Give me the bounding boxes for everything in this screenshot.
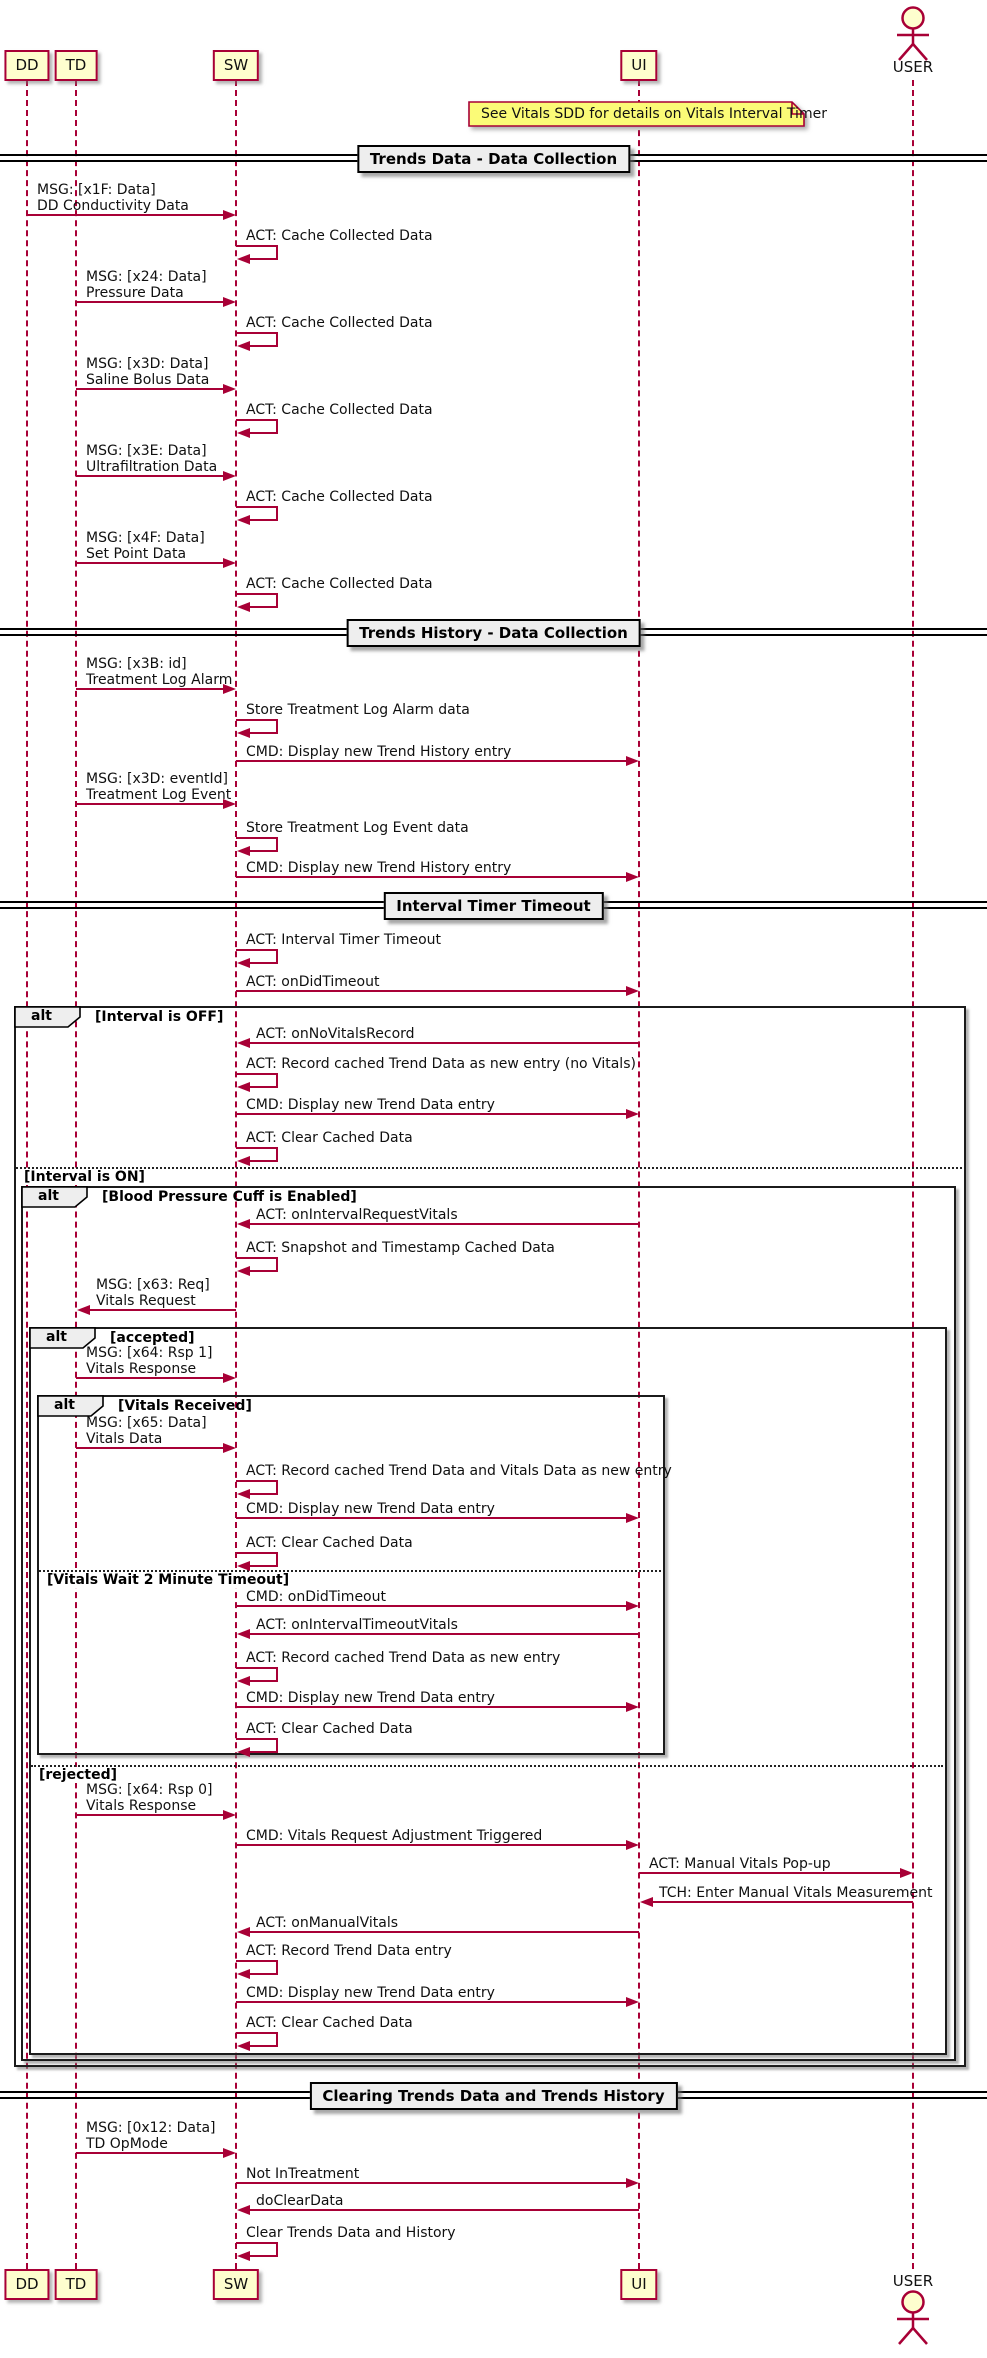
message-label-20: CMD: Display new Trend Data entry <box>246 1097 495 1113</box>
alt-frame-operator-1: alt <box>38 1188 59 1204</box>
message-arrowhead-45 <box>237 2205 250 2215</box>
self-message-side-42 <box>276 2032 278 2045</box>
message-line-13 <box>76 803 224 805</box>
message-label-13: Treatment Log Event <box>86 787 232 803</box>
participant-box-top-DD: DD <box>4 50 49 81</box>
message-label-24: MSG: [x63: Req] <box>96 1277 210 1293</box>
message-arrowhead-22 <box>237 1219 250 1229</box>
message-label-28: CMD: Display new Trend Data entry <box>246 1501 495 1517</box>
alt-frame-operator-0: alt <box>31 1008 52 1024</box>
message-line-44 <box>236 2182 627 2184</box>
self-message-top-7 <box>236 506 278 508</box>
self-message-side-9 <box>276 593 278 606</box>
divider-title-1: Trends History - Data Collection <box>346 619 641 647</box>
self-message-side-40 <box>276 1960 278 1973</box>
message-label-0: DD Conductivity Data <box>37 198 189 214</box>
participant-box-top-TD: TD <box>55 50 98 81</box>
self-message-bottom-7 <box>248 519 278 521</box>
message-arrowhead-36 <box>626 1840 639 1850</box>
message-line-6 <box>76 475 224 477</box>
self-message-side-32 <box>276 1667 278 1680</box>
message-label-37: ACT: Manual Vitals Pop-up <box>649 1856 831 1872</box>
self-message-label-19: ACT: Record cached Trend Data as new entry (no Vitals) <box>246 1056 636 1072</box>
message-label-8: MSG: [x4F: Data] <box>86 530 205 546</box>
self-message-label-5: ACT: Cache Collected Data <box>246 402 433 418</box>
message-label-2: Pressure Data <box>86 285 184 301</box>
actor-figure-top-USER <box>894 5 932 63</box>
message-label-38: TCH: Enter Manual Vitals Measurement <box>659 1885 933 1901</box>
self-message-side-19 <box>276 1073 278 1086</box>
message-arrowhead-38 <box>640 1897 653 1907</box>
message-label-26: MSG: [x65: Data] <box>86 1415 207 1431</box>
self-message-top-11 <box>236 719 278 721</box>
message-arrowhead-39 <box>237 1927 250 1937</box>
self-message-bottom-46 <box>248 2255 278 2257</box>
message-line-33 <box>236 1706 627 1708</box>
self-message-label-42: ACT: Clear Cached Data <box>246 2015 413 2031</box>
self-message-bottom-42 <box>248 2045 278 2047</box>
self-message-bottom-29 <box>248 1565 278 1567</box>
message-line-15 <box>236 876 627 878</box>
self-message-label-29: ACT: Clear Cached Data <box>246 1535 413 1551</box>
message-arrowhead-4 <box>223 384 236 394</box>
self-message-side-29 <box>276 1552 278 1565</box>
message-label-6: Ultrafiltration Data <box>86 459 218 475</box>
message-label-39: ACT: onManualVitals <box>256 1915 399 1931</box>
message-label-30: CMD: onDidTimeout <box>246 1589 386 1605</box>
message-line-10 <box>76 688 224 690</box>
self-message-arrowhead-21 <box>237 1156 250 1166</box>
self-message-arrowhead-16 <box>237 958 250 968</box>
self-message-label-34: ACT: Clear Cached Data <box>246 1721 413 1737</box>
participant-box-bottom-SW: SW <box>213 2269 259 2300</box>
message-line-28 <box>236 1517 627 1519</box>
self-message-side-3 <box>276 332 278 345</box>
message-label-4: Saline Bolus Data <box>86 372 210 388</box>
message-label-2: MSG: [x24: Data] <box>86 269 207 285</box>
self-message-top-19 <box>236 1073 278 1075</box>
note-text: See Vitals SDD for details on Vitals Interval Timer <box>481 106 827 122</box>
self-message-label-46: Clear Trends Data and History <box>246 2225 456 2241</box>
message-label-10: MSG: [x3B: id] <box>86 656 187 672</box>
message-label-17: ACT: onDidTimeout <box>246 974 380 990</box>
message-arrowhead-6 <box>223 471 236 481</box>
self-message-side-14 <box>276 837 278 850</box>
self-message-arrowhead-3 <box>237 341 250 351</box>
self-message-bottom-11 <box>248 732 278 734</box>
alt-frame-operator-2: alt <box>46 1329 67 1345</box>
message-arrowhead-35 <box>223 1810 236 1820</box>
alt-separator-label-1: [Vitals Wait 2 Minute Timeout] <box>47 1572 293 1588</box>
message-label-35: Vitals Response <box>86 1798 197 1814</box>
alt-separator-line-0 <box>16 1167 962 1169</box>
message-label-35: MSG: [x64: Rsp 0] <box>86 1782 213 1798</box>
message-line-22 <box>248 1223 639 1225</box>
message-line-25 <box>76 1377 224 1379</box>
message-line-2 <box>76 301 224 303</box>
self-message-label-32: ACT: Record cached Trend Data as new entry <box>246 1650 561 1666</box>
alt-frame-condition-1: [Blood Pressure Cuff is Enabled] <box>102 1189 357 1205</box>
message-line-31 <box>248 1633 639 1635</box>
message-arrowhead-24 <box>77 1305 90 1315</box>
message-line-35 <box>76 1814 224 1816</box>
message-label-25: Vitals Response <box>86 1361 197 1377</box>
message-line-41 <box>236 2001 627 2003</box>
self-message-bottom-5 <box>248 432 278 434</box>
self-message-top-34 <box>236 1738 278 1740</box>
self-message-arrowhead-27 <box>237 1489 250 1499</box>
message-arrowhead-31 <box>237 1629 250 1639</box>
message-label-22: ACT: onIntervalRequestVitals <box>256 1207 458 1223</box>
message-arrowhead-43 <box>223 2148 236 2158</box>
self-message-top-27 <box>236 1480 278 1482</box>
self-message-arrowhead-32 <box>237 1676 250 1686</box>
message-arrowhead-2 <box>223 297 236 307</box>
self-message-arrowhead-40 <box>237 1969 250 1979</box>
message-line-38 <box>651 1901 913 1903</box>
message-arrowhead-41 <box>626 1997 639 2007</box>
message-line-4 <box>76 388 224 390</box>
self-message-side-46 <box>276 2242 278 2255</box>
self-message-bottom-23 <box>248 1270 278 1272</box>
self-message-arrowhead-14 <box>237 846 250 856</box>
message-arrowhead-28 <box>626 1513 639 1523</box>
message-arrowhead-17 <box>626 986 639 996</box>
self-message-side-11 <box>276 719 278 732</box>
message-label-8: Set Point Data <box>86 546 187 562</box>
self-message-top-16 <box>236 949 278 951</box>
self-message-top-9 <box>236 593 278 595</box>
message-label-6: MSG: [x3E: Data] <box>86 443 207 459</box>
self-message-label-40: ACT: Record Trend Data entry <box>246 1943 452 1959</box>
message-label-13: MSG: [x3D: eventId] <box>86 771 228 787</box>
self-message-arrowhead-7 <box>237 515 250 525</box>
self-message-bottom-9 <box>248 606 278 608</box>
message-label-18: ACT: onNoVitalsRecord <box>256 1026 415 1042</box>
self-message-arrowhead-34 <box>237 1747 250 1757</box>
self-message-label-7: ACT: Cache Collected Data <box>246 489 433 505</box>
self-message-top-23 <box>236 1257 278 1259</box>
actor-label-top-USER: USER <box>892 58 934 76</box>
self-message-top-1 <box>236 245 278 247</box>
self-message-bottom-3 <box>248 345 278 347</box>
self-message-side-27 <box>276 1480 278 1493</box>
message-label-44: Not InTreatment <box>246 2166 360 2182</box>
message-line-17 <box>236 990 627 992</box>
message-line-20 <box>236 1113 627 1115</box>
divider-title-0: Trends Data - Data Collection <box>357 145 630 173</box>
self-message-top-14 <box>236 837 278 839</box>
self-message-top-3 <box>236 332 278 334</box>
self-message-side-34 <box>276 1738 278 1751</box>
self-message-label-27: ACT: Record cached Trend Data and Vitals Data as new entry <box>246 1463 672 1479</box>
divider-title-2: Interval Timer Timeout <box>383 892 603 920</box>
self-message-label-23: ACT: Snapshot and Timestamp Cached Data <box>246 1240 555 1256</box>
self-message-bottom-34 <box>248 1751 278 1753</box>
message-label-25: MSG: [x64: Rsp 1] <box>86 1345 213 1361</box>
alt-separator-line-2 <box>31 1765 943 1767</box>
message-arrowhead-37 <box>900 1868 913 1878</box>
message-line-36 <box>236 1844 627 1846</box>
alt-frame-operator-3: alt <box>54 1397 75 1413</box>
self-message-arrowhead-9 <box>237 602 250 612</box>
message-label-45: doClearData <box>256 2193 344 2209</box>
message-label-26: Vitals Data <box>86 1431 163 1447</box>
message-arrowhead-18 <box>237 1038 250 1048</box>
self-message-label-1: ACT: Cache Collected Data <box>246 228 433 244</box>
self-message-top-5 <box>236 419 278 421</box>
self-message-label-14: Store Treatment Log Event data <box>246 820 469 836</box>
self-message-side-1 <box>276 245 278 258</box>
self-message-bottom-40 <box>248 1973 278 1975</box>
self-message-side-16 <box>276 949 278 962</box>
self-message-bottom-32 <box>248 1680 278 1682</box>
participant-box-top-UI: UI <box>620 50 657 81</box>
participant-box-top-SW: SW <box>213 50 259 81</box>
message-label-43: MSG: [0x12: Data] <box>86 2120 216 2136</box>
participant-box-bottom-UI: UI <box>620 2269 657 2300</box>
message-arrowhead-12 <box>626 756 639 766</box>
self-message-side-23 <box>276 1257 278 1270</box>
self-message-label-21: ACT: Clear Cached Data <box>246 1130 413 1146</box>
message-line-30 <box>236 1605 627 1607</box>
message-arrowhead-20 <box>626 1109 639 1119</box>
message-label-24: Vitals Request <box>96 1293 196 1309</box>
self-message-top-21 <box>236 1147 278 1149</box>
self-message-arrowhead-23 <box>237 1266 250 1276</box>
message-label-15: CMD: Display new Trend History entry <box>246 860 512 876</box>
self-message-arrowhead-1 <box>237 254 250 264</box>
message-label-31: ACT: onIntervalTimeoutVitals <box>256 1617 458 1633</box>
self-message-bottom-27 <box>248 1493 278 1495</box>
self-message-arrowhead-29 <box>237 1561 250 1571</box>
message-label-41: CMD: Display new Trend Data entry <box>246 1985 495 2001</box>
alt-separator-label-0: [Interval is ON] <box>24 1169 149 1185</box>
alt-frame-condition-0: [Interval is OFF] <box>95 1009 224 1025</box>
self-message-arrowhead-19 <box>237 1082 250 1092</box>
divider-title-3: Clearing Trends Data and Trends History <box>309 2082 677 2110</box>
actor-figure-bottom-USER <box>894 2289 932 2347</box>
message-label-33: CMD: Display new Trend Data entry <box>246 1690 495 1706</box>
message-label-10: Treatment Log Alarm <box>86 672 233 688</box>
self-message-bottom-19 <box>248 1086 278 1088</box>
self-message-arrowhead-11 <box>237 728 250 738</box>
self-message-top-40 <box>236 1960 278 1962</box>
message-line-43 <box>76 2152 224 2154</box>
message-line-39 <box>248 1931 639 1933</box>
message-line-24 <box>88 1309 236 1311</box>
message-arrowhead-0 <box>223 210 236 220</box>
self-message-bottom-16 <box>248 962 278 964</box>
self-message-side-7 <box>276 506 278 519</box>
alt-frame-condition-2: [accepted] <box>110 1330 195 1346</box>
message-arrowhead-8 <box>223 558 236 568</box>
message-arrowhead-33 <box>626 1702 639 1712</box>
message-label-0: MSG: [x1F: Data] <box>37 182 156 198</box>
self-message-arrowhead-46 <box>237 2251 250 2261</box>
message-line-18 <box>248 1042 639 1044</box>
self-message-label-16: ACT: Interval Timer Timeout <box>246 932 442 948</box>
message-arrowhead-25 <box>223 1373 236 1383</box>
self-message-arrowhead-42 <box>237 2041 250 2051</box>
message-label-36: CMD: Vitals Request Adjustment Triggered <box>246 1828 543 1844</box>
message-label-12: CMD: Display new Trend History entry <box>246 744 512 760</box>
self-message-bottom-14 <box>248 850 278 852</box>
self-message-arrowhead-5 <box>237 428 250 438</box>
message-arrowhead-30 <box>626 1601 639 1611</box>
message-line-0 <box>27 214 224 216</box>
message-line-8 <box>76 562 224 564</box>
self-message-label-11: Store Treatment Log Alarm data <box>246 702 470 718</box>
participant-box-bottom-TD: TD <box>55 2269 98 2300</box>
alt-frame-condition-3: [Vitals Received] <box>118 1398 252 1414</box>
self-message-label-3: ACT: Cache Collected Data <box>246 315 433 331</box>
message-label-4: MSG: [x3D: Data] <box>86 356 209 372</box>
self-message-side-21 <box>276 1147 278 1160</box>
message-line-45 <box>248 2209 639 2211</box>
self-message-label-9: ACT: Cache Collected Data <box>246 576 433 592</box>
self-message-top-42 <box>236 2032 278 2034</box>
message-line-37 <box>639 1872 901 1874</box>
self-message-top-46 <box>236 2242 278 2244</box>
message-label-43: TD OpMode <box>86 2136 168 2152</box>
message-arrowhead-26 <box>223 1443 236 1453</box>
self-message-top-29 <box>236 1552 278 1554</box>
self-message-side-5 <box>276 419 278 432</box>
message-line-26 <box>76 1447 224 1449</box>
alt-separator-label-2: [rejected] <box>39 1767 121 1783</box>
message-arrowhead-15 <box>626 872 639 882</box>
self-message-bottom-1 <box>248 258 278 260</box>
message-arrowhead-44 <box>626 2178 639 2188</box>
self-message-top-32 <box>236 1667 278 1669</box>
message-line-12 <box>236 760 627 762</box>
actor-label-bottom-USER: USER <box>892 2272 934 2290</box>
participant-box-bottom-DD: DD <box>4 2269 49 2300</box>
self-message-bottom-21 <box>248 1160 278 1162</box>
